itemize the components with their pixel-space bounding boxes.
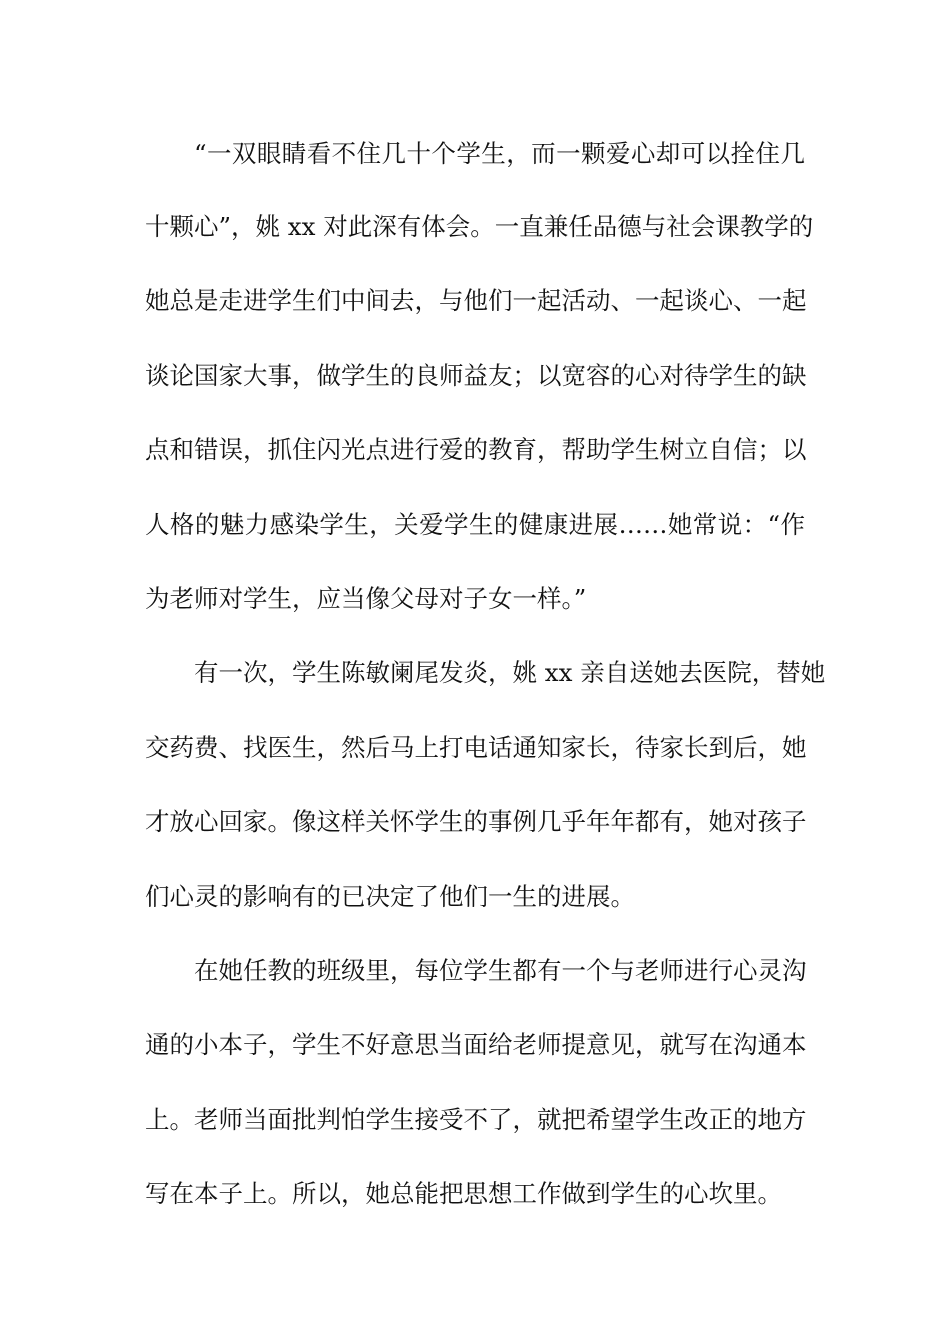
- paragraph-1-line-3: 她总是走进学生们中间去，与他们一起活动、一起谈心、一起: [145, 286, 807, 315]
- paragraph-2-line-2: 交药费、找医生，然后马上打电话通知家长，待家长到后，她: [145, 733, 807, 762]
- paragraph-3-line-3: 上。老师当面批判怕学生接受不了，就把希望学生改正的地方: [145, 1105, 807, 1134]
- paragraph-1-line-7: 为老师对学生，应当像父母对子女一样。”: [145, 584, 587, 613]
- paragraph-1-line-6: 人格的魅力感染学生，关爱学生的健康进展……她常说：“作: [145, 510, 805, 539]
- paragraph-2-line-3: 才放心回家。像这样关怀学生的事例几乎年年都有，她对孩子: [145, 807, 807, 836]
- paragraph-2-line-1: 有一次，学生陈敏阑尾发炎，姚 xx 亲自送她去医院，替她: [194, 658, 826, 687]
- paragraph-1-line-2: 十颗心”，姚 xx 对此深有体会。一直兼任品德与社会课教学的: [145, 212, 814, 241]
- paragraph-3-line-2: 通的小本子，学生不好意思当面给老师提意见，就写在沟通本: [145, 1030, 807, 1059]
- paragraph-3-line-4: 写在本子上。所以，她总能把思想工作做到学生的心坎里。: [145, 1179, 782, 1208]
- paragraph-1-line-1: “一双眼睛看不住几十个学生，而一颗爱心却可以拴住几: [194, 139, 805, 168]
- paragraph-2-line-4: 们心灵的影响有的已决定了他们一生的进展。: [145, 882, 635, 911]
- paragraph-1-line-5: 点和错误，抓住闪光点进行爱的教育，帮助学生树立自信；以: [145, 435, 807, 464]
- paragraph-3-line-1: 在她任教的班级里，每位学生都有一个与老师进行心灵沟: [194, 956, 807, 985]
- paragraph-1-line-4: 谈论国家大事，做学生的良师益友；以宽容的心对待学生的缺: [145, 361, 807, 390]
